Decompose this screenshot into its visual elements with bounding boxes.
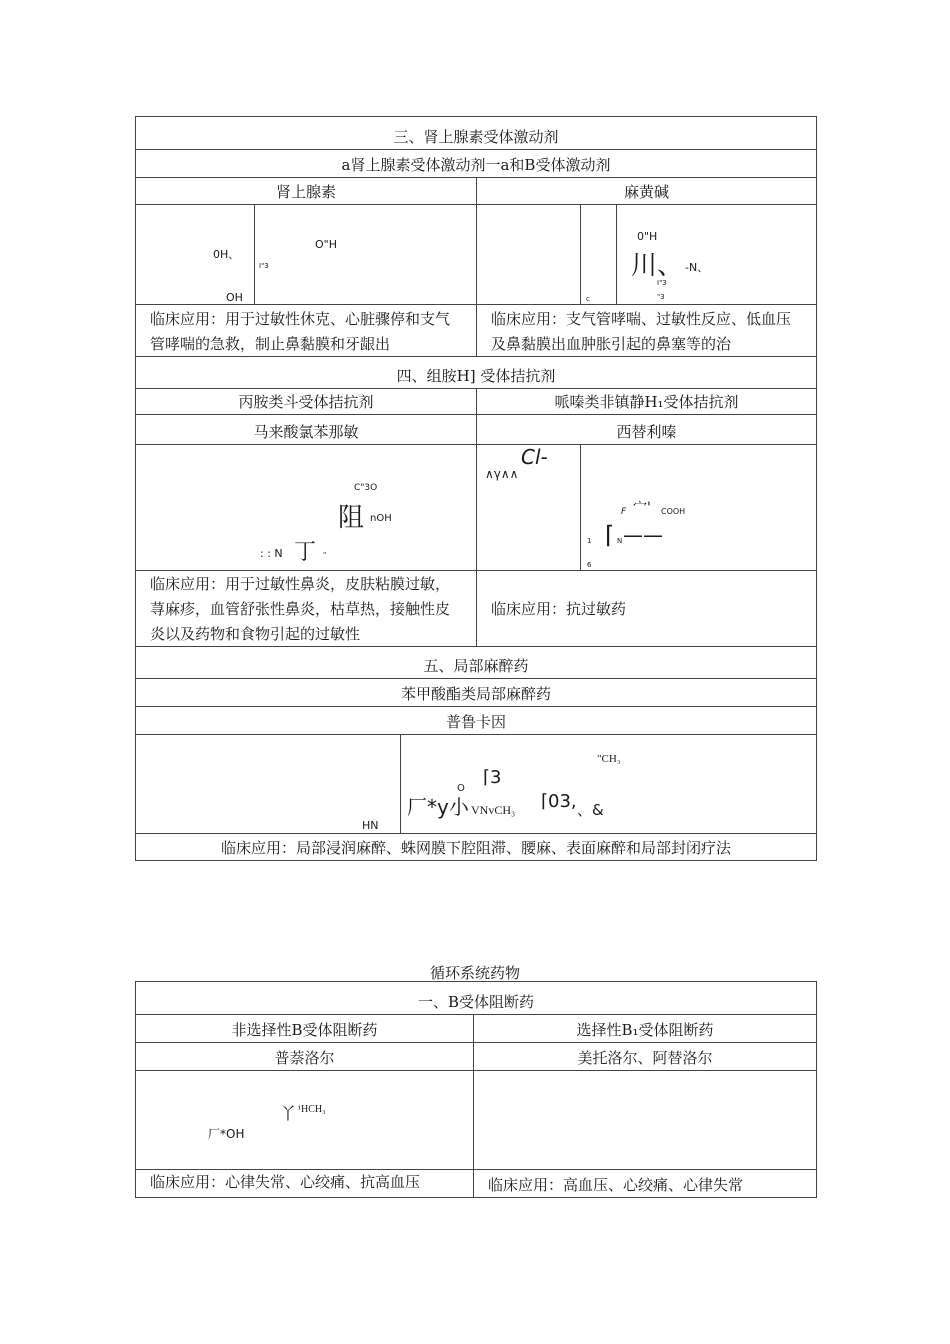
- sec5-subtitle: 苯甲酸酯类局部麻醉药: [400, 685, 551, 703]
- procaine-structure-b: [400, 735, 816, 833]
- sec4-left-drug: 马来酸氯苯那敏: [253, 423, 359, 441]
- sec5-drug-row: [136, 706, 816, 734]
- sec3-title: 三、肾上腺素受体激动剂: [393, 128, 559, 146]
- sec3-drug-row: [136, 177, 816, 204]
- chem-label: 厂*y小: [407, 795, 469, 819]
- circ-class-row: [136, 1014, 816, 1042]
- circ-structure-row: [136, 1070, 816, 1169]
- chem-label: O"H: [315, 238, 337, 251]
- sec5-title: 五、局部麻醉药: [423, 657, 529, 675]
- ephedrine-structure-b: [580, 205, 616, 304]
- sec4-right-class: 哌嗪类非镇静H₁受体拮抗剂: [476, 389, 816, 414]
- sec4-class-row: [136, 388, 816, 414]
- sec4-structure-row: [136, 444, 816, 570]
- chem-label: 0H、: [213, 248, 240, 261]
- chem-label: Cl-: [521, 445, 548, 469]
- chem-label: ⌈: [605, 521, 615, 549]
- sec5-clinical: 临床应用：局部浸润麻醉、蛛网膜下腔阻滞、腰麻、表面麻醉和局部封闭疗法: [220, 839, 731, 857]
- circ-left-drug: 普萘洛尔: [274, 1049, 335, 1067]
- chem-label: 0"H: [637, 230, 658, 243]
- circ-left-class: 非选择性B受体阻断药: [231, 1021, 378, 1039]
- chem-label: 厂*OH: [208, 1127, 245, 1141]
- drug-table-1: [135, 116, 817, 861]
- sec4-left-clinical: 临床应用：用于过敏性鼻炎，皮肤粘膜过敏，荨麻疹，血管舒张性鼻炎，枯草热，接触性皮炎以及药物和食物引起的过敏性: [150, 575, 451, 643]
- chem-label: COOH: [661, 507, 686, 516]
- chem-label: "CH₃: [597, 753, 621, 765]
- chem-label: 、&: [577, 801, 604, 819]
- sec3-right-drug: 麻黄碱: [476, 178, 816, 204]
- sec4-drug-row: [136, 414, 816, 444]
- chem-label: ⌈3: [483, 767, 502, 788]
- chem-label: HN: [362, 819, 379, 832]
- chem-label: C"3O: [354, 483, 378, 493]
- chem-label: 丫: [280, 1104, 297, 1123]
- chem-label: 1: [587, 537, 592, 545]
- circ-right-drug: 美托洛尔、阿替洛尔: [473, 1043, 816, 1070]
- section-heading: 循环系统药物: [429, 964, 520, 982]
- chem-label: 6: [587, 561, 592, 569]
- chem-label: ": [323, 551, 327, 559]
- sec5-clinical-row: [136, 833, 816, 860]
- sec4-left-class: 丙胺类斗受体拮抗剂: [238, 393, 374, 411]
- cetirizine-structure-a: [476, 445, 580, 570]
- sec3-left-drug: 肾上腺素: [275, 183, 336, 201]
- chem-label: VNvCH₃: [471, 803, 516, 817]
- propranolol-structure: [136, 1071, 473, 1169]
- chem-label: I"3: [657, 279, 667, 287]
- chem-label: 宀': [633, 500, 651, 516]
- chem-label: ——: [623, 523, 663, 547]
- sec3-subtitle-row: [136, 149, 816, 177]
- sec5-structure-row: [136, 734, 816, 833]
- chem-label: F: [621, 507, 627, 517]
- sec3-structure-row: [136, 204, 816, 304]
- chem-label: "3: [657, 293, 665, 301]
- chlorphenamine-structure: [136, 445, 476, 570]
- cetirizine-structure-b: [580, 445, 816, 570]
- chem-label: N: [617, 537, 623, 545]
- chem-label: 丁: [294, 540, 317, 565]
- ephedrine-structure-c: [616, 205, 816, 304]
- chem-label: : : N: [260, 547, 283, 560]
- ephedrine-structure-a: [476, 205, 580, 304]
- sec3-left-clinical: 临床应用：用于过敏性休克、心脏骤停和支气管哮喘的急救，制止鼻黏膜和牙龈出: [150, 310, 451, 353]
- chem-label: 阻: [338, 503, 365, 533]
- chem-label: nOH: [370, 513, 392, 524]
- circ-clinical-row: [136, 1169, 816, 1198]
- drug-table-2: [135, 981, 817, 1198]
- procaine-structure-a: [136, 735, 400, 833]
- chem-label: c: [586, 295, 590, 303]
- sec4-right-drug: 西替利嗪: [476, 415, 816, 444]
- chem-label: ⌈03,: [541, 791, 577, 812]
- epinephrine-structure-b: [254, 205, 476, 304]
- chem-label: OH: [226, 291, 243, 304]
- sec3-right-clinical: 临床应用：支气管哮喘、过敏性反应、低血压及鼻黏膜出血肿胀引起的鼻塞等的治: [476, 305, 816, 356]
- sec4-right-clinical: 临床应用：抗过敏药: [476, 571, 816, 646]
- metoprolol-structure: [473, 1071, 816, 1169]
- circ-left-clinical: 临床应用：心律失常、心绞痛、抗高血压: [150, 1173, 421, 1191]
- circ-drug-row: [136, 1042, 816, 1070]
- chem-label: -N、: [685, 261, 709, 274]
- sec3-subtitle: a肾上腺素受体激动剂一a和B受体激动剂: [341, 156, 611, 174]
- chem-label: 川、: [631, 251, 684, 281]
- sec4-title: 四、组胺H] 受体拮抗剂: [396, 367, 556, 385]
- sec5-title-row: [136, 646, 816, 678]
- sec4-title-row: [136, 356, 816, 388]
- sec3-title-row: [136, 116, 816, 149]
- circ-right-class: 选择性B₁受体阻断药: [473, 1015, 816, 1042]
- chem-label: ¹HCH₃: [298, 1104, 326, 1115]
- circ-title-row: [136, 981, 816, 1014]
- sec4-clinical-row: [136, 570, 816, 646]
- sec5-drug: 普鲁卡因: [445, 713, 506, 731]
- epinephrine-structure-a: [136, 205, 254, 304]
- chem-label: ∧γ∧∧: [485, 467, 519, 481]
- circ-right-clinical: 临床应用：高血压、心绞痛、心律失常: [473, 1170, 816, 1198]
- sec3-clinical-row: [136, 304, 816, 356]
- chem-label: O: [457, 783, 465, 794]
- sec5-subtitle-row: [136, 678, 816, 706]
- circ-title: 一、B受体阻断药: [417, 993, 535, 1011]
- chem-label: I"3: [259, 262, 269, 270]
